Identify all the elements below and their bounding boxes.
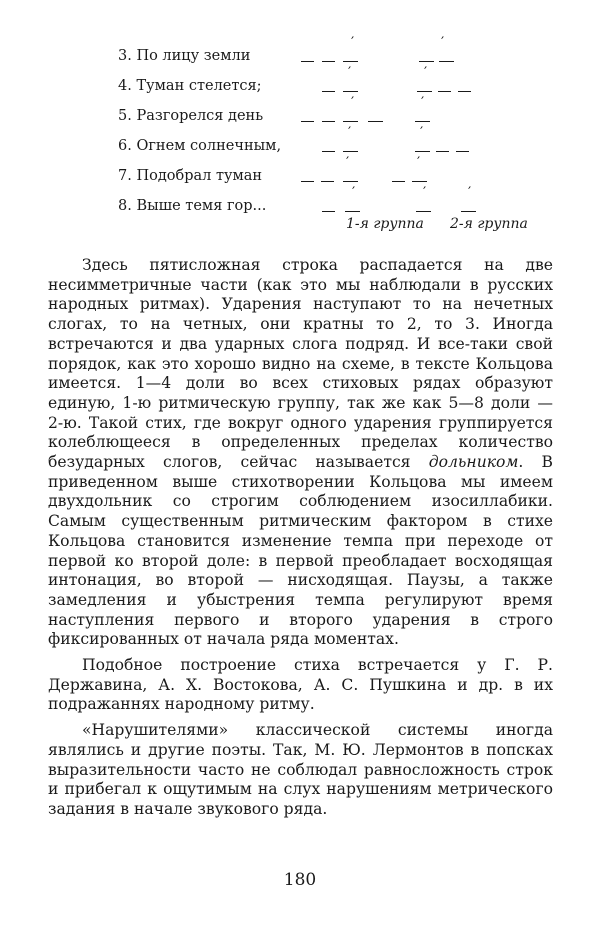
term-dolnik: дольником [428,453,519,472]
syllable-dash [343,121,358,122]
syllable-dash [439,61,454,62]
syllable-dash [461,211,476,212]
page-number: 180 [283,870,317,890]
body-text [48,256,553,820]
syllable-dash [345,211,360,212]
syllable-dash [343,91,358,92]
syllable-dash [322,121,335,122]
stress-mark: ′ [423,185,427,201]
syllable-dash [416,211,431,212]
stress-mark: ′ [420,125,424,141]
syllable-dash [436,151,449,152]
verse-line-5: 5. Разгорелся день [118,108,264,124]
stress-mark: ′ [417,155,421,171]
syllable-dash [301,121,314,122]
paragraph-text: . В приведенном выше стихотворении Кольцова мы имеем двухдольник со строгим соблюдением изосиллабики. Самым существенным ритмическим фактором в стихе Кольцова становится изменение темпа при переходе от первой ко второй доле: в первой преобладает восходящая интонация, во второй — нисходящая. Паузы, а также замедления и убыстрения темпа регулируют время наступления первого и второго ударения в строго фиксированных от начала ряда моментах. [48,453,553,649]
syllable-dash [456,151,469,152]
stress-mark: ′ [351,95,355,111]
stress-mark: ′ [441,35,445,51]
syllable-dash [412,181,427,182]
syllable-dash [415,121,430,122]
paragraph: «Нарушителями» классической системы иногда являлись и другие поэты. Так, М. Ю. Лермонтов в попсках выразительности часто не соблюдал равносложность строк и прибегал к ощутимым на слух нарушениям метрического задания в начале звукового ряда. [48,721,553,818]
syllable-dash [415,151,430,152]
syllable-dash [322,151,335,152]
group-label-2: 2-я группа [450,216,528,232]
stress-mark: ′ [348,65,352,81]
syllable-dash [322,61,335,62]
paragraph: Подобное построение стиха встречается у Г. Р. Державина, А. Х. Востокова, А. С. Пушкина и др. в их подражаннях народному ритму. [48,656,553,714]
rhythm-scheme [0,0,600,250]
verse-line-7: 7. Подобрал туман [118,168,263,184]
verse-line-8: 8. Выше темя гор... [118,198,267,214]
verse-line-4: 4. Туман стелется; [118,78,262,94]
group-label-1: 1-я группа [346,216,424,232]
stress-mark: ′ [468,185,472,201]
stress-mark: ′ [424,65,428,81]
syllable-dash [321,181,334,182]
paragraph [48,256,553,650]
syllable-dash [417,91,432,92]
syllable-dash [301,61,314,62]
stress-mark: ′ [346,155,350,171]
stress-mark: ′ [421,95,425,111]
syllable-dash [368,121,383,122]
syllable-dash [419,61,434,62]
stress-mark: ′ [348,125,352,141]
syllable-dash [343,151,358,152]
verse-line-3: 3. По лицу земли [118,48,251,64]
syllable-dash [343,61,358,62]
paragraph-text: Здесь пятисложная строка распадается на две несимметричные части (как это мы наблюдали в русских народных ритмах). Ударения наступают то на нечетных слогах, то на четных, они кратны то 2, то 3. Иногда встречаются и два ударных слога подряд. И все-таки свой порядок, как это хорошо видно на схеме, в тексте Кольцова имеется. 1—4 доли во всех стиховых рядах образуют единую, 1-ю ритмическую группу, так же как 5—8 доли — 2-ю. Такой стих, где вокруг одного ударения группируется колеблющееся в определенных пределах количество безударных слогов, сейчас называется [48,256,553,472]
syllable-dash [458,91,471,92]
syllable-dash [322,211,335,212]
stress-mark: ′ [352,185,356,201]
syllable-dash [301,181,314,182]
syllable-dash [322,91,335,92]
stress-mark: ′ [351,35,355,51]
syllable-dash [392,181,405,182]
verse-line-6: 6. Огнем солнечным, [118,138,282,154]
syllable-dash [343,181,358,182]
syllable-dash [438,91,451,92]
